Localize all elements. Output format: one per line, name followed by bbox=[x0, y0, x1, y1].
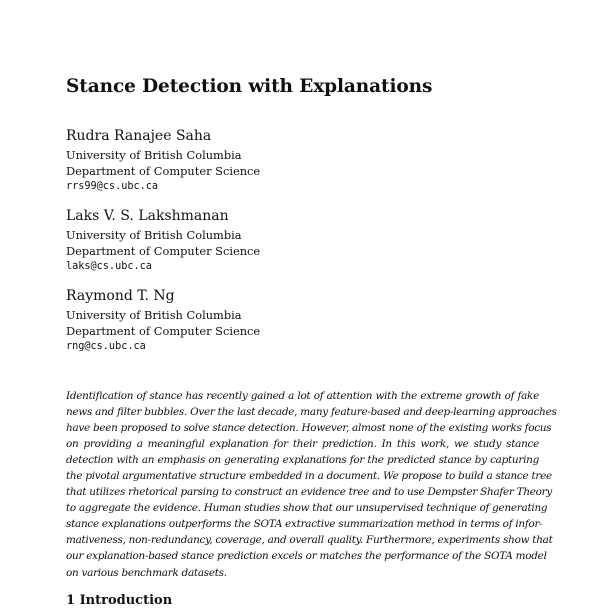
author-name: Rudra Ranajee Saha bbox=[66, 128, 212, 144]
author-name: Laks V. S. Lakshmanan bbox=[66, 208, 229, 224]
abstract bbox=[66, 388, 557, 581]
abstract-line: to aggregate the evidence. Human studies show that our unsupervised technique of generating bbox=[66, 502, 548, 515]
paper-title: Stance Detection with Explanations bbox=[66, 76, 433, 97]
section-heading-introduction: 1 Introduction bbox=[66, 593, 173, 608]
author-department: Department of Computer Science bbox=[66, 164, 261, 178]
abstract-line: stance explanations outperforms the SOTA extractive summarization method in terms of infor- bbox=[66, 518, 543, 531]
abstract-line: the pivotal argumentative structure embedded in a document. We propose to build a stance tree bbox=[66, 470, 552, 483]
author-email: laks@cs.ubc.ca bbox=[66, 261, 152, 272]
author-name: Raymond T. Ng bbox=[66, 288, 175, 304]
abstract-line: on providing a meaningful explanation for their prediction. In this work, we study stance bbox=[66, 438, 539, 451]
author-affiliation: University of British Columbia bbox=[66, 228, 242, 242]
author-block bbox=[66, 288, 366, 355]
author-affiliation: University of British Columbia bbox=[66, 308, 242, 322]
abstract-line: mativeness, non-redundancy, coverage, and overall quality. Furthermore, experiments show that bbox=[66, 534, 553, 547]
abstract-line: on various benchmark datasets. bbox=[66, 566, 227, 579]
abstract-line: Identification of stance has recently gained a lot of attention with the extreme growth of fake bbox=[66, 390, 539, 402]
abstract-line: our explanation-based stance prediction excels or matches the performance of the SOTA model bbox=[66, 550, 547, 563]
abstract-line: that utilizes rhetorical parsing to construct an evidence tree and to use Dempster Shafer Theory bbox=[66, 486, 553, 499]
author-affiliation: University of British Columbia bbox=[66, 148, 242, 162]
abstract-line: have been proposed to solve stance detection. However, almost none of the existing works focus bbox=[66, 422, 552, 435]
author-email: rng@cs.ubc.ca bbox=[66, 341, 146, 352]
author-department: Department of Computer Science bbox=[66, 244, 261, 258]
author-email: rrs99@cs.ubc.ca bbox=[66, 181, 159, 192]
author-department: Department of Computer Science bbox=[66, 324, 261, 338]
author-block bbox=[66, 128, 366, 195]
abstract-line: detection with an emphasis on generating explanations for the predicted stance by capturing bbox=[66, 454, 539, 467]
author-block bbox=[66, 208, 366, 275]
abstract-line: news and filter bubbles. Over the last decade, many feature-based and deep-learning approaches bbox=[66, 406, 557, 419]
